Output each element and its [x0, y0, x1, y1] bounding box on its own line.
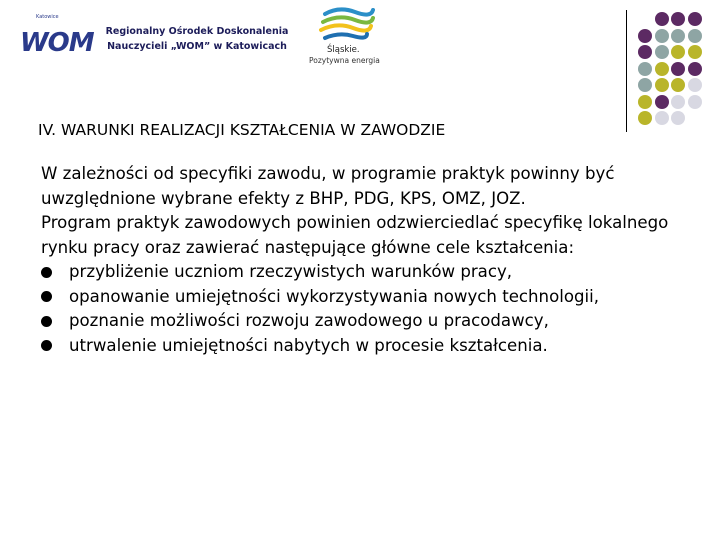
decorative-dot	[638, 111, 652, 125]
decorative-dot	[671, 29, 685, 43]
slaskie-name: Śląskie.	[327, 45, 360, 55]
bullet-dot-icon	[41, 334, 69, 359]
bullet-dot-icon	[41, 285, 69, 310]
bullet-item	[41, 334, 681, 359]
slide-title: IV. WARUNKI REALIZACJI KSZTAŁCENIA W ZAWODZIE	[38, 121, 446, 139]
decorative-dot	[655, 78, 669, 92]
decorative-dot	[655, 12, 669, 26]
bullet-text: utrwalenie umiejętności nabytych w procesie kształcenia.	[69, 335, 548, 355]
decorative-dot	[688, 62, 702, 76]
decorative-dot	[638, 95, 652, 109]
decorative-dot	[688, 12, 702, 26]
decorative-dot	[688, 95, 702, 109]
slaskie-slogan: Pozytywna energia	[309, 56, 380, 65]
decorative-dot	[655, 62, 669, 76]
wom-logo-small-text: Katowice	[36, 14, 59, 20]
decorative-dot	[655, 111, 669, 125]
decorative-dot	[671, 78, 685, 92]
organization-name	[92, 24, 302, 54]
decorative-dot	[638, 78, 652, 92]
bullet-item	[41, 285, 681, 310]
slaskie-waves-icon	[317, 6, 377, 46]
header-divider	[626, 10, 627, 132]
decorative-dot	[688, 29, 702, 43]
decorative-dot	[671, 95, 685, 109]
decorative-dot	[688, 78, 702, 92]
bullet-dot-icon	[41, 260, 69, 285]
wom-logo-main-text: WOM	[20, 28, 94, 58]
decorative-dot	[638, 29, 652, 43]
decorative-dot	[671, 12, 685, 26]
decorative-dot	[655, 45, 669, 59]
decorative-dot	[655, 29, 669, 43]
bullet-dot-icon	[41, 309, 69, 334]
decorative-dot	[671, 111, 685, 125]
bullet-text: opanowanie umiejętności wykorzystywania nowych technologii,	[69, 286, 600, 306]
decorative-dot	[688, 45, 702, 59]
wom-logo	[18, 14, 94, 64]
decorative-dot	[671, 45, 685, 59]
decorative-dot	[655, 95, 669, 109]
paragraph-2: Program praktyk zawodowych powinien odzwierciedlać specyfikę lokalnego rynku pracy oraz zawierać następujące główne cele kształcenia:	[41, 213, 669, 257]
bullet-text: przybliżenie uczniom rzeczywistych warunków pracy,	[69, 262, 513, 281]
decorative-dot	[671, 62, 685, 76]
decorative-dot	[638, 62, 652, 76]
slaskie-logo	[305, 6, 385, 68]
bullet-item	[41, 309, 681, 334]
organization-name-line-1: Regionalny Ośrodek Doskonalenia	[105, 26, 289, 37]
organization-name-line-2: Nauczycieli „WOM” w Katowicach	[107, 41, 287, 52]
paragraph-1: W zależności od specyfiki zawodu, w programie praktyk powinny być uwzględnione wybrane efekty z BHP, PDG, KPS, OMZ, JOZ.	[41, 164, 615, 208]
bullet-text: poznanie możliwości rozwoju zawodowego u pracodawcy,	[69, 311, 549, 330]
decorative-dot	[638, 45, 652, 59]
slide-body	[41, 162, 681, 358]
bullet-item	[41, 260, 681, 285]
